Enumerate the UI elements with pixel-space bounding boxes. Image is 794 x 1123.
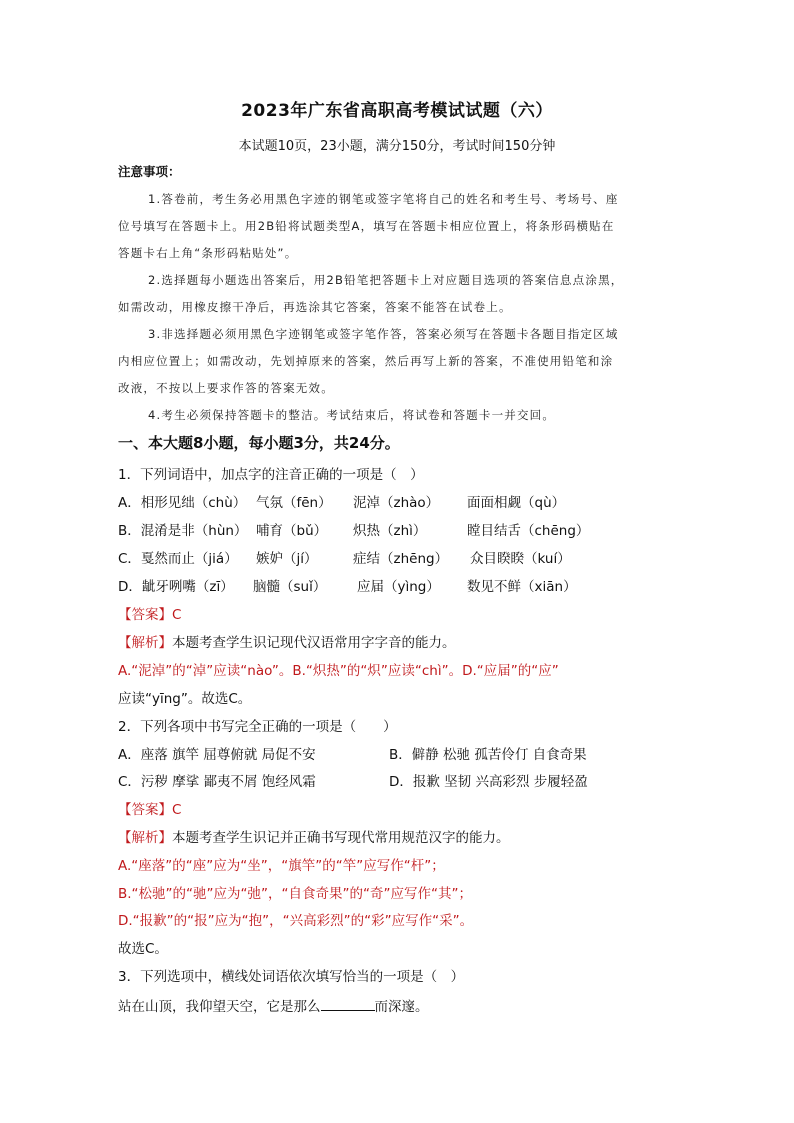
q1-option-d-item: 脑髓（suǐ）	[253, 579, 327, 595]
analysis-text: 本题考查学生识记现代汉语常用字字音的能力。	[172, 635, 456, 651]
q1-option-c-item: C．戛然而止（jiá）	[118, 551, 238, 567]
q2-answer: 【答案】C	[118, 802, 182, 818]
q1-analysis	[118, 634, 456, 652]
notice-line: 2.选择题每小题选出答案后，用2B铅笔把答题卡上对应题目选项的答案信息点涂黑，	[148, 273, 624, 287]
q1-option-a-item: A．相形见绌（chù）	[118, 495, 247, 511]
question-1-stem: 1．下列词语中，加点字的注音正确的一项是（ ）	[118, 467, 424, 483]
exam-info: 本试题10页，23小题，满分150分，考试时间150分钟	[238, 139, 556, 154]
q1-analysis-detail: 应读“yīng”。故选C。	[118, 691, 252, 707]
page-title: 2023年广东省高职高考模试试题（六）	[241, 101, 553, 121]
notice-line: 位号填写在答题卡上。用2B铅将试题类型A，填写在答题卡相应位置上，将条形码横贴在	[118, 219, 615, 233]
q1-option-a-item: 气氛（fēn）	[256, 495, 332, 511]
q1-option-b-item: 瞠目结舌（chēng）	[467, 523, 590, 539]
q1-option-b-item: B．混淆是非（hùn）	[118, 523, 248, 539]
section-heading: 一、本大题8小题，每小题3分，共24分。	[118, 434, 400, 452]
q2-option-d: D．报歉 坚韧 兴高彩烈 步履轻盈	[389, 774, 588, 790]
q2-analysis-detail: B.“松驰”的“驰”应为“弛”，“自食奇果”的“奇”应写作“其”；	[118, 886, 472, 902]
q3-sentence-before: 站在山顶，我仰望天空，它是那么	[118, 999, 321, 1015]
fill-in-blank	[321, 996, 375, 1011]
analysis-text: 本题考查学生识记并正确书写现代常用规范汉字的能力。	[172, 830, 510, 846]
q1-analysis-detail: A.“泥淖”的“淖”应读“nào”。B.“炽热”的“炽”应读“chì”。D.“应届”的“应”	[118, 663, 559, 679]
notice-line: 3.非选择题必须用黑色字迹钢笔或签字笔作答，答案必须写在答题卡各题目指定区域	[148, 327, 619, 341]
q2-analysis-detail: A.“座落”的“座”应为“坐”，“旗竿”的“竿”应写作“杆”；	[118, 858, 445, 874]
q3-sentence-after: 而深邃。	[374, 999, 429, 1015]
notice-line: 如需改动，用橡皮擦干净后，再选涂其它答案，答案不能答在试卷上。	[118, 300, 512, 314]
q2-conclusion: 故选C。	[118, 941, 168, 957]
notice-line: 内相应位置上；如需改动，先划掉原来的答案，然后再写上新的答案，不准使用铅笔和涂	[118, 354, 614, 368]
q2-analysis-detail: D.“报歉”的“报”应为“抱”，“兴高彩烈”的“彩”应写作“采”。	[118, 913, 474, 929]
q1-option-c-item: 众目睽睽（kuí）	[470, 551, 571, 567]
notice-line: 答题卡右上角“条形码粘贴处”。	[118, 246, 298, 260]
question-3-stem: 3．下列选项中，横线处词语依次填写恰当的一项是（ ）	[118, 969, 465, 985]
notice-line: 改液，不按以上要求作答的答案无效。	[118, 381, 334, 395]
q1-option-a-item: 泥淖（zhào）	[353, 495, 440, 511]
q1-option-a-item: 面面相觑（qù）	[467, 495, 566, 511]
q2-analysis	[118, 829, 510, 847]
q2-option-b: B．僻静 松驰 孤苦伶仃 自食奇果	[389, 747, 587, 763]
notice-heading: 注意事项：	[118, 164, 181, 179]
q1-option-b-item: 哺育（bǔ）	[256, 523, 328, 539]
notice-line: 4.考生必须保持答题卡的整洁。考试结束后，将试卷和答题卡一并交回。	[148, 408, 556, 422]
q2-option-a: A．座落 旗竿 屈尊俯就 局促不安	[118, 747, 316, 763]
q3-sentence	[118, 996, 429, 1016]
q1-option-d-item: 数见不鲜（xiān）	[467, 579, 577, 595]
notice-line: 1.答卷前，考生务必用黑色字迹的钢笔或签字笔将自己的姓名和考生号、考场号、座	[148, 192, 619, 206]
analysis-label: 【解析】	[118, 635, 172, 651]
q2-option-c: C．污秽 摩挲 鄙夷不屑 饱经风霜	[118, 774, 316, 790]
q1-answer: 【答案】C	[118, 607, 182, 623]
q1-option-d-item: D．龇牙咧嘴（zī）	[118, 579, 234, 595]
q1-option-d-item: 应届（yìng）	[357, 579, 440, 595]
q1-option-c-item: 症结（zhēng）	[353, 551, 449, 567]
q1-option-b-item: 炽热（zhì）	[353, 523, 427, 539]
question-2-stem: 2．下列各项中书写完全正确的一项是（ ）	[118, 719, 397, 735]
analysis-label: 【解析】	[118, 830, 172, 846]
q1-option-c-item: 嫉妒（jí）	[256, 551, 318, 567]
